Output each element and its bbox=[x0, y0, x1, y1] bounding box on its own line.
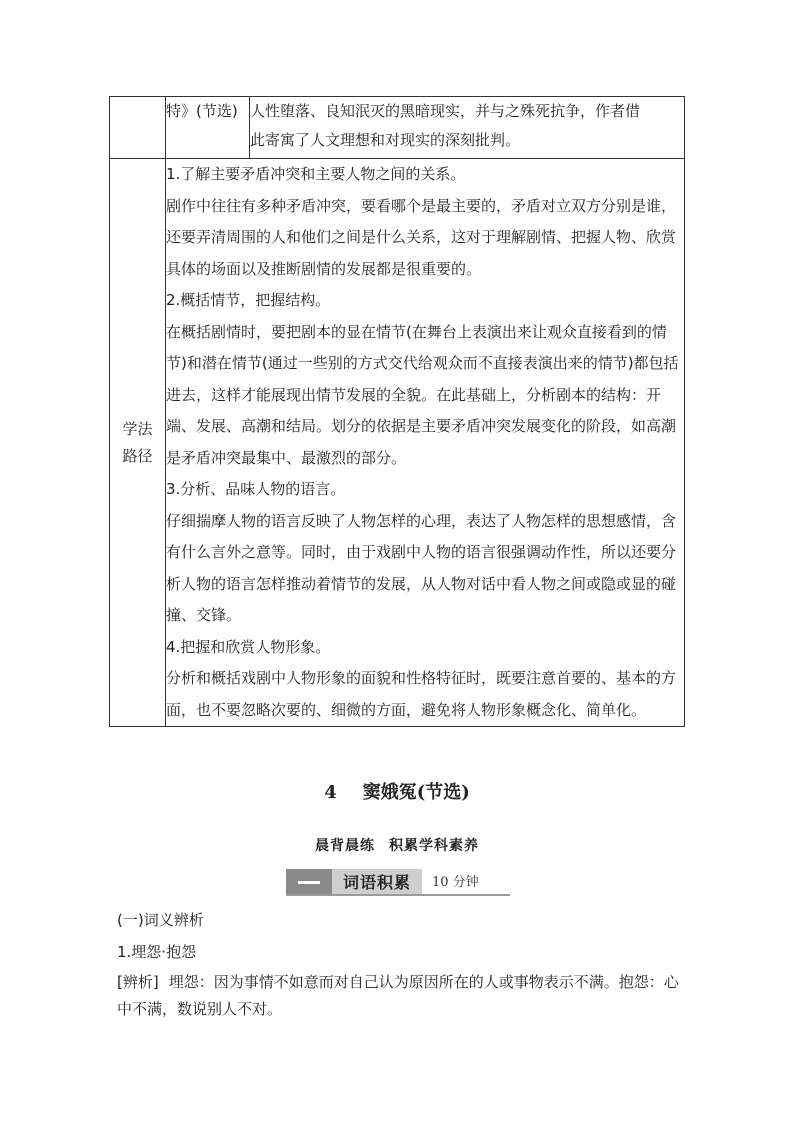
subtitle-part2: 积累学科素养 bbox=[389, 838, 479, 854]
method-label-line2: 路径 bbox=[122, 446, 153, 465]
subsection-heading: (一)词义辨析 bbox=[117, 911, 204, 929]
work-summary-cell bbox=[250, 97, 685, 159]
banner-label: 词语积累 bbox=[332, 869, 422, 896]
work-title-text: 特》(节选) bbox=[166, 102, 238, 120]
method-point-heading: 2.概括情节，把握结构。 bbox=[166, 291, 331, 309]
lesson-number: 4 bbox=[324, 782, 337, 803]
vocabulary-banner bbox=[286, 869, 510, 896]
content-table bbox=[109, 96, 685, 727]
work-title-cell bbox=[166, 97, 250, 159]
table-row bbox=[110, 159, 685, 727]
word-pair-heading: 1.埋怨·抱怨 bbox=[117, 943, 197, 961]
method-point-body: 分析和概括戏剧中人物形象的面貌和性格特征时，既要注意首要的、基本的方面，也不要忽略次要的、细微的方面，避免将人物形象概念化、简单化。 bbox=[166, 669, 677, 719]
table-row bbox=[110, 97, 685, 159]
method-label-cell bbox=[110, 159, 166, 727]
method-point-heading: 3.分析、品味人物的语言。 bbox=[166, 480, 346, 498]
row-label-empty bbox=[110, 97, 166, 159]
method-label-line1: 学法 bbox=[122, 419, 153, 438]
analysis-text: 埋怨：因为事情不如意而对自己认为原因所在的人或事物表示不满。抱怨：心中不满，数说别人不对。 bbox=[117, 973, 679, 1018]
method-content-cell bbox=[166, 159, 685, 727]
method-point-body: 在概括剧情时，要把剧本的显在情节(在舞台上表演出来让观众直接看到的情节)和潜在情节(通过一些别的方式交代给观众而不直接表演出来的情节)都包括进去，这样才能展现出情节发展的全貌。在此基础上，分析剧本的结构：开端、发展、高潮和结局。划分的依据是主要矛盾冲突发展变化的阶段，如高潮是矛盾冲突最集中、最激烈的部分。 bbox=[166, 322, 679, 467]
banner-time: 10 分钟 bbox=[432, 875, 479, 890]
summary-line: 人性堕落、良知泯灭的黑暗现实，并与之殊死抗争，作者借 bbox=[250, 102, 641, 120]
analysis-tag: [辨析] bbox=[117, 973, 159, 991]
banner-number-one-icon bbox=[286, 869, 332, 896]
method-point-heading: 4.把握和欣赏人物形象。 bbox=[166, 637, 331, 656]
subtitle-part1: 晨背晨练 bbox=[315, 838, 375, 854]
banner-underline bbox=[286, 894, 510, 896]
lesson-title-text: 窦娥冤(节选) bbox=[362, 782, 470, 803]
method-point-heading: 1.了解主要矛盾冲突和主要人物之间的关系。 bbox=[166, 165, 466, 183]
summary-line: 此寄寓了人文理想和对现实的深刻批判。 bbox=[250, 131, 521, 149]
method-point-body: 剧作中往往有多种矛盾冲突，要看哪个是最主要的，矛盾对立双方分别是谁，还要弄清周围的人和他们之间是什么关系，这对于理解剧情、把握人物、欣赏具体的场面以及推断剧情的发展都是很重要的。 bbox=[166, 196, 677, 278]
section-subtitle bbox=[0, 835, 794, 855]
method-point-body: 仔细揣摩人物的语言反映了人物怎样的心理，表达了人物怎样的思想感情，含有什么言外之意等。同时，由于戏剧中人物的语言很强调动作性，所以还要分析人物的语言怎样推动着情节的发展，从人物对话中看人物之间或隐或显的碰撞、交锋。 bbox=[166, 511, 677, 624]
word-analysis bbox=[117, 969, 687, 1023]
lesson-title bbox=[0, 778, 794, 804]
